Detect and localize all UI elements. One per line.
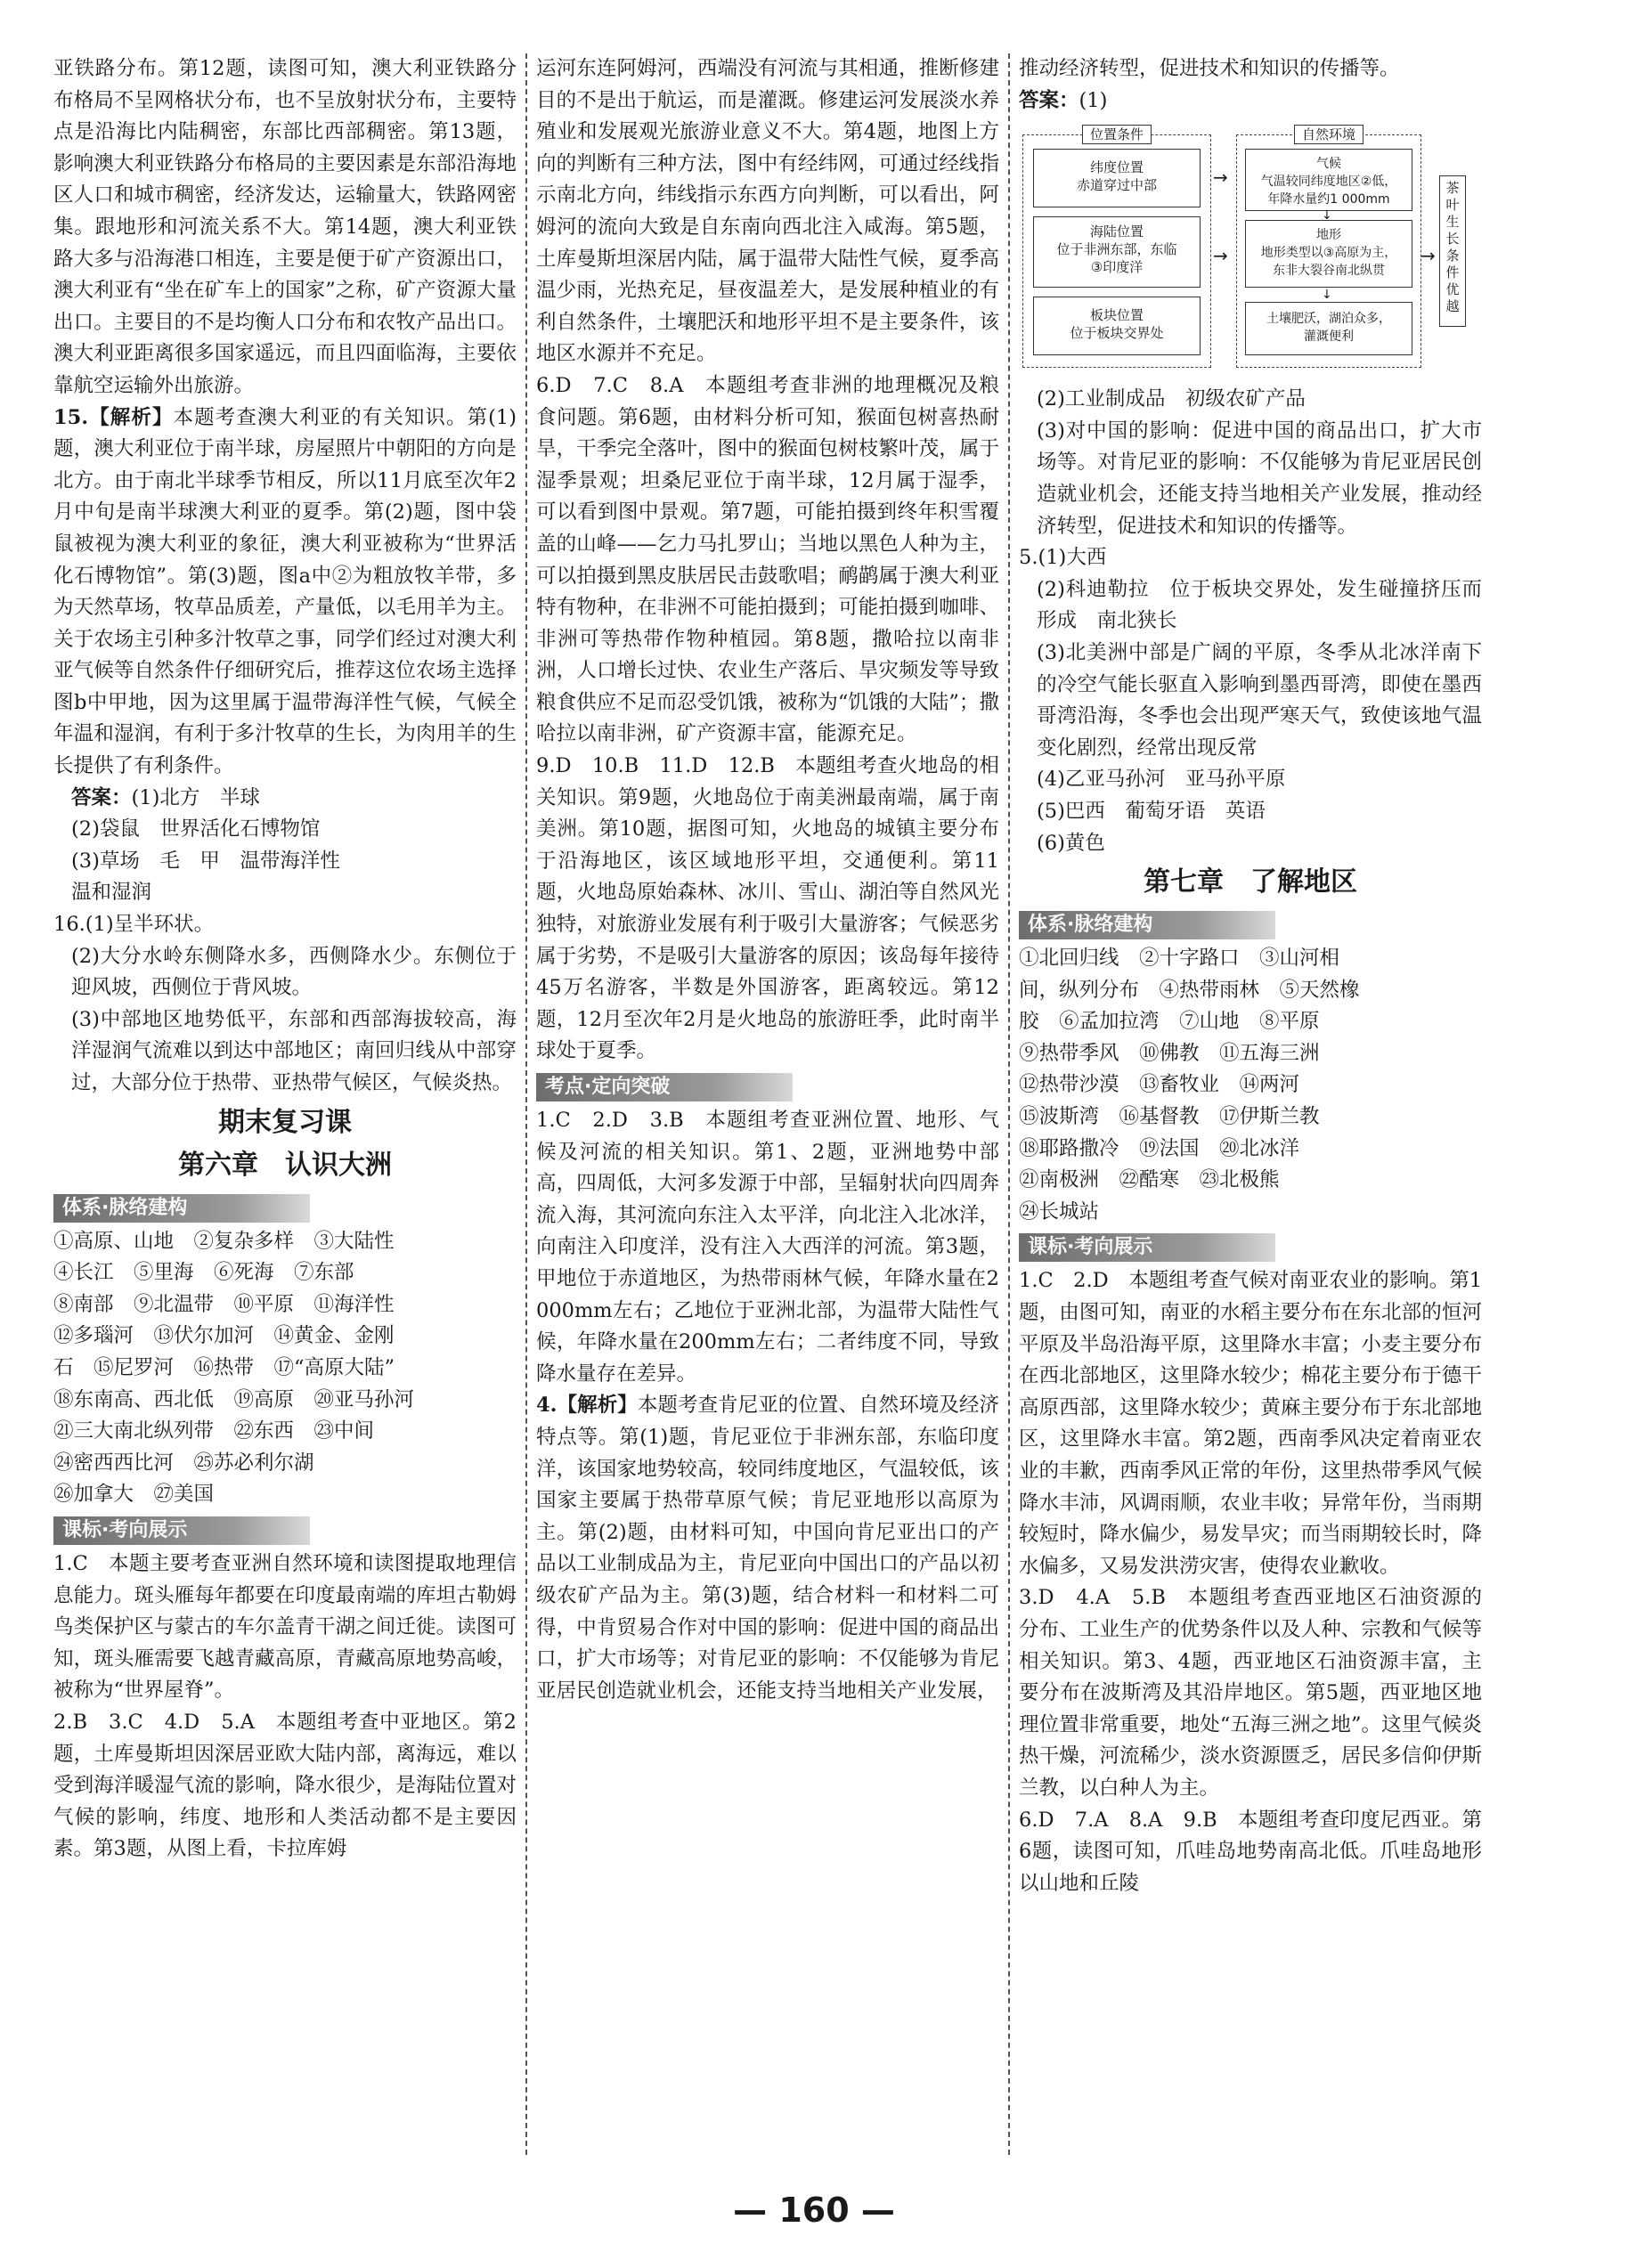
- question-label: 4.【解析】: [536, 1394, 638, 1418]
- section-banner: 考点·定向突破: [536, 1073, 793, 1101]
- question-text: 本题考查澳大利亚的有关知识。第(1)题，澳大利亚位于南半球，房屋照片中朝阳的方向是北方。由于南北半球季节相反，所以11月底至次年2月中旬是南半球澳大利亚的夏季。第(2)题，图中袋鼠被视为澳大利亚的象征，澳大利亚被称为“世界活化石博物馆”。第(3)题，图a中②为粗放牧羊带，多为天然草场，牧草品质差，产量低，以毛用羊为主。关于农场主引种多汁牧草之事，同学们经过对澳大利亚气候等自然条件仔细研究后，推荐这位农场主选择图b中甲地，因为这里属于温带海洋性气候，气候全年温和湿润，有利于多汁牧草的生长，为肉用羊的生长提供了有利条件。: [53, 405, 517, 778]
- box-result: 茶叶生长条件优越: [1439, 175, 1466, 327]
- answer-line: [53, 783, 517, 815]
- question-6-8: 6.D 7.C 8.A 本题组考查非洲的地理概况及粮食问题。第6题，由材料分析可知，猴面包树喜热耐旱，干季完全落叶，图中的猴面包树枝繁叶茂，属于湿季景观；坦桑尼亚位于南半球，12月属于湿季，可以看到图中景观。第7题，可能拍摄到终年积雪覆盖的山峰——乞力马扎罗山；当地以黑色人种为主，可以拍摄到黑皮肤居民击鼓歌唱；鸸鹋属于澳大利亚特有物种，在非洲不可能拍摄到；可能拍摄到咖啡、非洲可等热带作物种植园。第8题，撒哈拉以南非洲，人口增长过快、农业生产落后、旱灾频发等导致粮食供应不足而忍受饥饿，被称为“饥饿的大陆”；撒哈拉以南非洲，矿产资源丰富，能源充足。: [536, 373, 999, 746]
- system-line: ㉔长城站: [1019, 1199, 1100, 1223]
- arrow-down-icon: ↓: [1322, 208, 1332, 224]
- column-right: [1019, 53, 1482, 1899]
- question-15: [53, 402, 517, 783]
- answer-paragraph: (3)北美洲中部是广阔的平原，冬季从北冰洋南下的冷空气能长驱直入影响到墨西哥湾，即使在墨西哥湾沿海，冬季也会出现严寒天气，致使该地气温变化剧烈，经常出现反常: [1037, 640, 1482, 760]
- question-1: 1.C 本题主要考查亚洲自然环境和读图提取地理信息能力。斑头雁每年都要在印度最南端的库坦古勒姆鸟类保护区与蒙古的车尔盖青干湖之间迁徙。读图可知，斑头雁需要飞越青藏高原，青藏高原地势高峻，被称为“世界屋脊”。: [53, 1551, 517, 1703]
- question-6-9: 6.D 7.A 8.A 9.B 本题组考查印度尼西亚。第6题，读图可知，爪哇岛地势南高北低。爪哇岛地形以山地和丘陵: [1019, 1808, 1482, 1895]
- system-line: ⑱耶路撒冷 ⑲法国 ⑳北冰洋: [1019, 1136, 1300, 1160]
- section-banner: 体系·脉络建构: [1019, 911, 1275, 939]
- column-left: [53, 53, 517, 1866]
- box-soil: 土壤肥沃，湖泊众多， 灌溉便利: [1245, 302, 1412, 355]
- system-line: 胶 ⑥孟加拉湾 ⑦山地 ⑧平原: [1019, 1010, 1320, 1034]
- answer-paragraph: (2)大分水岭东侧降水多，西侧降水少。东侧位于迎风坡，西侧位于背风坡。: [71, 944, 517, 1000]
- question-label: 15.【解析】: [53, 405, 174, 429]
- group-title: 自然环境: [1294, 125, 1363, 144]
- arrow-right-icon: →: [1213, 245, 1228, 267]
- system-line: ㉑三大南北纵列带 ㉒东西 ㉓中间: [53, 1419, 375, 1443]
- system-line: ⑫热带沙漠 ⑬畜牧业 ⑭两河: [1019, 1073, 1300, 1097]
- box-terrain: 地形 地形类型以③高原为主， 东非大裂谷南北纵贯: [1245, 220, 1412, 288]
- question-5: 5.(1)大西: [1019, 546, 1107, 570]
- arrow-down-icon: ↓: [1322, 288, 1332, 303]
- system-line: ④长江 ⑤里海 ⑥死海 ⑦东部: [53, 1261, 354, 1285]
- system-line: ⑨热带季风 ⑩佛教 ⑪五海三洲: [1019, 1041, 1320, 1065]
- box-climate: 气候 气温较同纬度地区②低， 年降水量约1 000mm: [1245, 149, 1412, 211]
- answer-line: (5)巴西 葡萄牙语 英语: [1037, 799, 1266, 823]
- system-line: ⑱东南高、西北低 ⑲高原 ⑳亚马孙河: [53, 1387, 415, 1411]
- answer-text: (1)北方 半球: [131, 785, 260, 809]
- arrow-right-icon: →: [1420, 245, 1436, 267]
- column-divider: [525, 53, 527, 2155]
- answer-line: (4)乙亚马孙河 亚马孙平原: [1037, 768, 1286, 792]
- text-paragraph: 推动经济转型，促进技术和知识的传播等。: [1019, 57, 1400, 80]
- system-line: 石 ⑮尼罗河 ⑯热带 ⑰“高原大陆”: [53, 1355, 395, 1379]
- answer-label: 答案：: [1019, 88, 1079, 112]
- answer-label: 答案：: [71, 785, 132, 809]
- group-title: 位置条件: [1082, 125, 1152, 144]
- question-16: 16.(1)呈半环状。: [53, 913, 215, 937]
- system-line: ①北回归线 ②十字路口 ③山河相: [1019, 947, 1340, 971]
- section-banner: 体系·脉络建构: [53, 1194, 310, 1223]
- answer-line: (6)黄色: [1037, 831, 1105, 855]
- box-latitude: 纬度位置 赤道穿过中部: [1033, 149, 1201, 207]
- answer-line: (3)草场 毛 甲 温带海洋性: [71, 849, 340, 873]
- answer-paragraph: (2)科迪勒拉 位于板块交界处，发生碰撞挤压而形成 南北狭长: [1037, 577, 1482, 633]
- question-1-2: 1.C 2.D 本题组考查气候对南亚农业的影响。第1题，由图可知，南亚的水稻主要分布在东北部的恒河平原及半岛沿海平原，这里降水丰富；小麦主要分布在西北部地区，这里降水较少；棉花主要分布于德干高原西部，这里降水较少；黄麻主要分布于东北部地区，这里降水丰富。第2题，西南季风决定着南亚农业的丰歉，西南季风正常的年份，这里热带季风气候降水丰沛，风调雨顺，农业丰收；异常年份，当雨期较短时，降水偏少，易发旱灾；而当雨期较长时，降水偏多，又易发洪涝灾害，使得农业歉收。: [1019, 1269, 1483, 1578]
- question-9-12: 9.D 10.B 11.D 12.B 本题组考查火地岛的相关知识。第9题，火地岛位于南美洲最南端，属于南美洲。第10题，据图可知，火地岛的城镇主要分布于沿海地区，该区域地形平坦，交通便利。第11题，火地岛原始森林、冰川、雪山、湖泊等自然风光独特，对旅游业发展有利于吸引大量游客；气候恶劣属于劣势，不是吸引大量游客的原因；该岛每年接待45万名游客，半数是外国游客，距离较远。第12题，12月至次年2月是火地岛的旅游旺季，此时南半球处于夏季。: [536, 754, 999, 1063]
- column-middle: [536, 53, 999, 1707]
- section-banner: 课标·考向展示: [1019, 1233, 1275, 1262]
- answer-line: 温和湿润: [71, 881, 152, 905]
- text-paragraph: 亚铁路分布。第12题，读图可知，澳大利亚铁路分布格局不呈网格状分布，也不呈放射状分布，主要特点是沿海比内陆稠密，东部比西部稠密。第13题，影响澳大利亚铁路分布格局的主要因素是东部沿海地区人口和城市稠密，经济发达，运输量大，铁路网密集。跟地形和河流关系不大。第14题，澳大利亚铁路大多与沿海港口相连，主要是便于矿产资源出口，澳大利亚有“坐在矿车上的国家”之称，矿产资源大量出口。主要目的不是均衡人口分布和农牧产品出口。澳大利亚距离很多国家遥远，而且四面临海，主要依靠航空运输外出旅游。: [53, 57, 517, 397]
- system-line: 间，纵列分布 ④热带雨林 ⑤天然橡: [1019, 978, 1360, 1002]
- answer-line: (2)工业制成品 初级农矿产品: [1037, 387, 1306, 411]
- system-line: ㉑南极洲 ㉒酷寒 ㉓北极熊: [1019, 1168, 1280, 1192]
- answer-text: (1): [1079, 88, 1108, 112]
- system-line: ⑫多瑙河 ⑬伏尔加河 ⑭黄金、金刚: [53, 1324, 395, 1348]
- page-number-value: 160: [778, 2191, 850, 2230]
- system-line: ㉖加拿大 ㉗美国: [53, 1483, 215, 1507]
- box-sea-land: 海陆位置 位于非洲东部，东临 ③印度洋: [1033, 216, 1201, 288]
- column-divider: [1008, 53, 1010, 2155]
- question-4: [536, 1390, 999, 1707]
- chapter-title: 第六章 认识大洲: [178, 1149, 392, 1181]
- text-paragraph: 运河东连阿姆河，西端没有河流与其相通，推断修建目的不是出于航运，而是灌溉。修建运河发展淡水养殖业和发展观光旅游业意义不大。第4题，地图上方向的判断有三种方法，图中有经纬网，可通过经线指示南北方向，纬线指示东西方向判断，可以看出，阿姆河的流向大致是自东南向西北注入咸海。第5题，土库曼斯坦深居内陆，属于温带大陆性气候，夏季高温少雨，光热充足，昼夜温差大，是发展种植业的有利自然条件，土壤肥沃和地形平坦不是主要条件，该地区水源并不充足。: [536, 57, 999, 366]
- answer-paragraph: (3)中部地区地势低平，东部和西部海拔较高，海洋湿润气流难以到达中部地区；南回归线从中部穿过，大部分位于热带、亚热带气候区，气候炎热。: [71, 1007, 517, 1094]
- question-2-5: 2.B 3.C 4.D 5.A 本题组考查中亚地区。第2题，土库曼斯坦因深居亚欧大陆内部，离海远，难以受到海洋暖湿气流的影响，降水很少，是海陆位置对气候的影响，纬度、地形和人类活动都不是主要因素。第3题，从图上看，卡拉库姆: [53, 1710, 517, 1861]
- page-number: — 160 —: [733, 2191, 895, 2230]
- section-banner: 课标·考向展示: [53, 1516, 310, 1545]
- flow-diagram: [1019, 122, 1482, 380]
- system-line: ㉔密西西比河 ㉕苏必利尔湖: [53, 1451, 314, 1475]
- question-text: 本题考查肯尼亚的位置、自然环境及经济特点等。第(1)题，肯尼亚位于非洲东部，东临印度洋，该国家地势较高，较同纬度地区，气温较低，该国家主要属于热带草原气候；肯尼亚地形以高原为主。第(2)题，由材料可知，中国向肯尼亚出口的产品以工业制成品为主，肯尼亚向中国出口的产品以初级农矿产品为主。第(3)题，结合材料一和材料二可得，中肯贸易合作对中国的影响：促进中国的商品出口，扩大市场等；对肯尼亚的影响：不仅能够为肯尼亚居民创造就业机会，还能支持当地相关产业发展，: [536, 1394, 999, 1703]
- chapter-title: 第七章 了解地区: [1144, 866, 1357, 898]
- arrow-right-icon: →: [1213, 167, 1228, 189]
- system-line: ①高原、山地 ②复杂多样 ③大陆性: [53, 1229, 395, 1253]
- answer-line: (2)袋鼠 世界活化石博物馆: [71, 817, 321, 841]
- system-line: ⑧南部 ⑨北温带 ⑩平原 ⑪海洋性: [53, 1292, 395, 1316]
- answer-paragraph: (3)对中国的影响：促进中国的商品出口，扩大市场等。对肯尼亚的影响：不仅能够为肯尼亚居民创造就业机会，还能支持当地相关产业发展，推动经济转型，促进技术和知识的传播等。: [1037, 419, 1482, 538]
- section-title: 期末复习课: [218, 1106, 352, 1138]
- question-1-3: 1.C 2.D 3.B 本题组考查亚洲位置、地形、气候及河流的相关知识。第1、2题，亚洲地势中部高，四周低，大河多发源于中部，呈辐射状向四周奔流入海，其河流向东注入太平洋，向北注入北冰洋，向南注入印度洋，没有注入大西洋的河流。第3题，甲地位于赤道地区，为热带雨林气候，年降水量在2000mm左右；乙地位于亚洲北部，为温带大陆性气候，年降水量在200mm左右；二者纬度不同，导致降水量存在差异。: [536, 1109, 999, 1386]
- box-plate: 板块位置 位于板块交界处: [1033, 297, 1201, 355]
- question-3-5: 3.D 4.A 5.B 本题组考查西亚地区石油资源的分布、工业生产的优势条件以及人种、宗教和气候等相关知识。第3、4题，西亚地区石油资源丰富，主要分布在波斯湾及其沿岸地区。第5题，西亚地区地理位置非常重要，地处“五海三洲之地”。这里气候炎热干燥，河流稀少，淡水资源匮乏，居民多信仰伊斯兰教，以白种人为主。: [1019, 1586, 1482, 1800]
- system-line: ⑮波斯湾 ⑯基督教 ⑰伊斯兰教: [1019, 1105, 1320, 1129]
- answer-line: [1019, 85, 1482, 118]
